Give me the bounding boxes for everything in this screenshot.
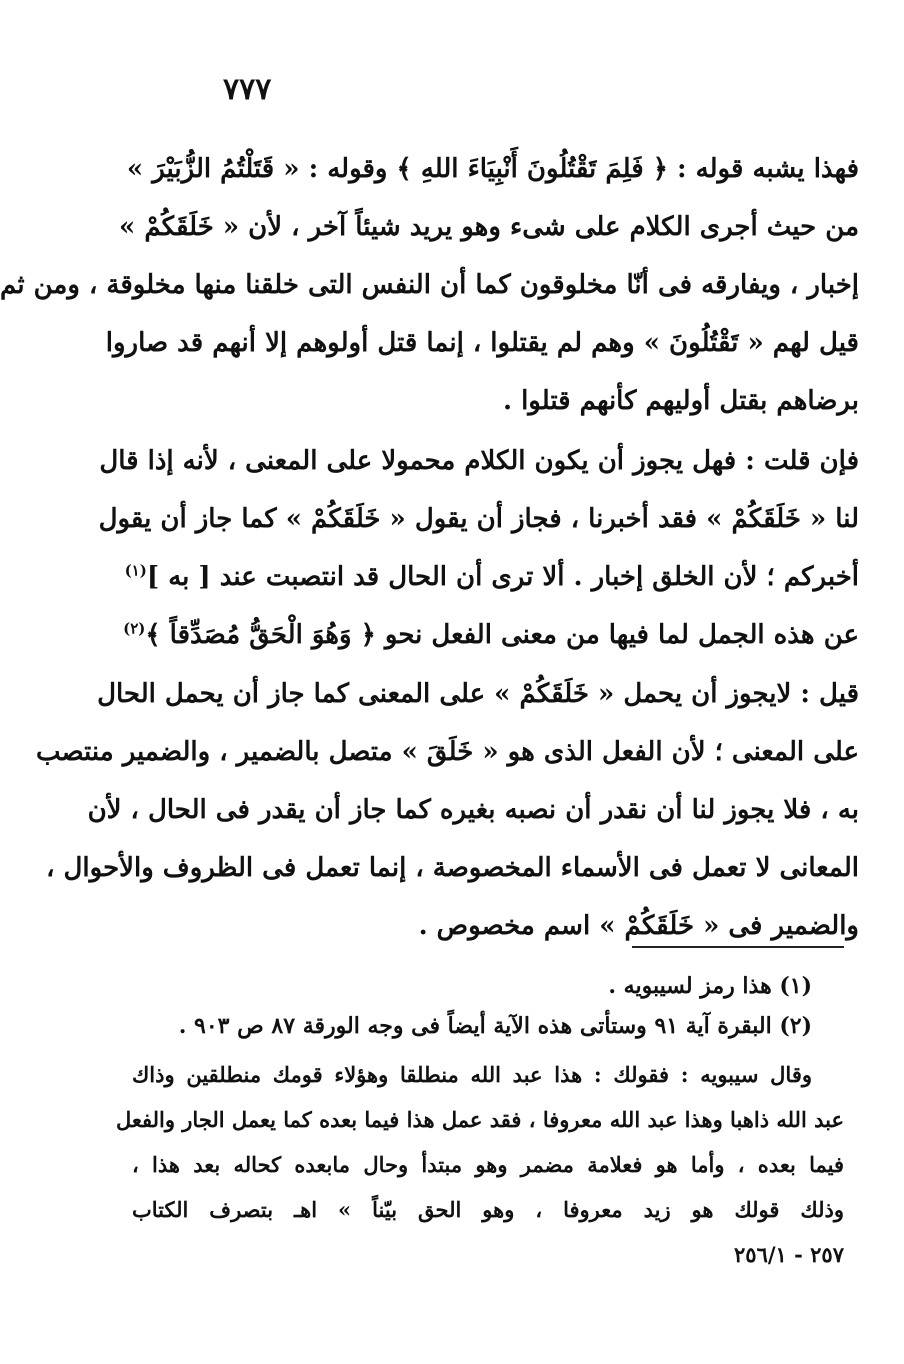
text-line: قيل : لايجوز أن يحمل « خَلَقَكُمْ » على المعنى كما جاز أن يحمل الحال <box>97 679 859 709</box>
footnote-quote-line: وذلك قولك هو زيد معروفا ، وهو الحق بيّناً » اهـ بتصرف الكتاب <box>132 1197 844 1222</box>
text-line-with-mark <box>124 548 859 606</box>
footnote-quote <box>115 1052 844 1277</box>
text-line: أخبركم ؛ لأن الخلق إخبار . ألا ترى أن الحال قد انتصبت عند [ به ] <box>146 562 859 592</box>
footnote-1: (١) هذا رمز لسيبويه . <box>608 973 812 999</box>
text-line: فإن قلت : فهل يجوز أن يكون الكلام محمولا على المعنى ، لأنه إذا قال <box>99 446 859 476</box>
text-line: قيل لهم « تَقْتُلُونَ » وهم لم يقتلوا ، إنما قتل أولوهم إلا أنهم قد صاروا <box>105 328 859 358</box>
text-line: لنا « خَلَقَكُمْ » فقد أخبرنا ، فجاز أن يقول « خَلَقَكُمْ » كما جاز أن يقول <box>98 504 859 534</box>
text-line: على المعنى ؛ لأن الفعل الذى هو « خَلَقَ » متصل بالضمير ، والضمير منتصب <box>35 737 859 767</box>
paragraph-1 <box>0 140 859 430</box>
footnotes <box>132 966 844 1046</box>
text-line: به ، فلا يجوز لنا أن نقدر أن نصبه بغيره كما جاز أن يقدر فى الحال ، لأن <box>87 795 859 825</box>
page-number: ٧٧٧ <box>223 72 272 107</box>
text-line: المعانى لا تعمل فى الأسماء المخصوصة ، إنما تعمل فى الظروف والأحوال ، <box>46 853 859 883</box>
text-line: والضمير فى « خَلَقَكُمْ » اسم مخصوص . <box>418 911 859 941</box>
text-line-with-mark <box>123 606 859 664</box>
text-line: من حيث أجرى الكلام على شىء وهو يريد شيئاً آخر ، لأن « خَلَقَكُمْ » <box>119 212 859 242</box>
footnote-mark-1: (١) <box>124 561 147 580</box>
footnote-quote-line: عبد الله ذاهبا وهذا عبد الله معروفا ، فقد عمل هذا فيما بعده كما يعمل الجار والفعل <box>115 1107 844 1132</box>
text-line: عن هذه الجمل لما فيها من معنى الفعل نحو ﴿ وَهُوَ الْحَقُّ مُصَدِّقاً ﴾ <box>145 620 859 650</box>
paragraph-3 <box>35 665 859 955</box>
paragraph-2 <box>98 432 859 664</box>
footnote-divider <box>632 946 844 948</box>
text-line: فهذا يشبه قوله : ﴿ فَلِمَ تَقْتُلُونَ أَنْبِيَاءَ اللهِ ﴾ وقوله : « قَتَلْتُمُ الزُّبَيْرَ » <box>126 154 859 184</box>
footnote-quote-line: وقال سيبويه : فقولك : هذا عبد الله منطلقا وهؤلاء قومك منطلقين وذاك <box>132 1062 812 1087</box>
text-line: إخبار ، ويفارقه فى أنّا مخلوقون كما أن النفس التى خلقنا منها مخلوقة ، ومن ثم <box>0 270 859 300</box>
footnote-quote-line: ٢٥٧ - ٢٥٦/١ <box>734 1242 844 1267</box>
text-line: برضاهم بقتل أوليهم كأنهم قتلوا . <box>502 386 859 416</box>
footnote-quote-line: فيما بعده ، وأما هو فعلامة مضمر وهو مبتدأ وحال مابعده كحاله بعد هذا ، <box>132 1152 844 1177</box>
footnote-2: (٢) البقرة آية ٩١ وستأتى هذه الآية أيضاً فى وجه الورقة ٨٧ ص ٩٠٣ . <box>178 1013 812 1039</box>
footnote-mark-2: (٢) <box>123 619 146 638</box>
